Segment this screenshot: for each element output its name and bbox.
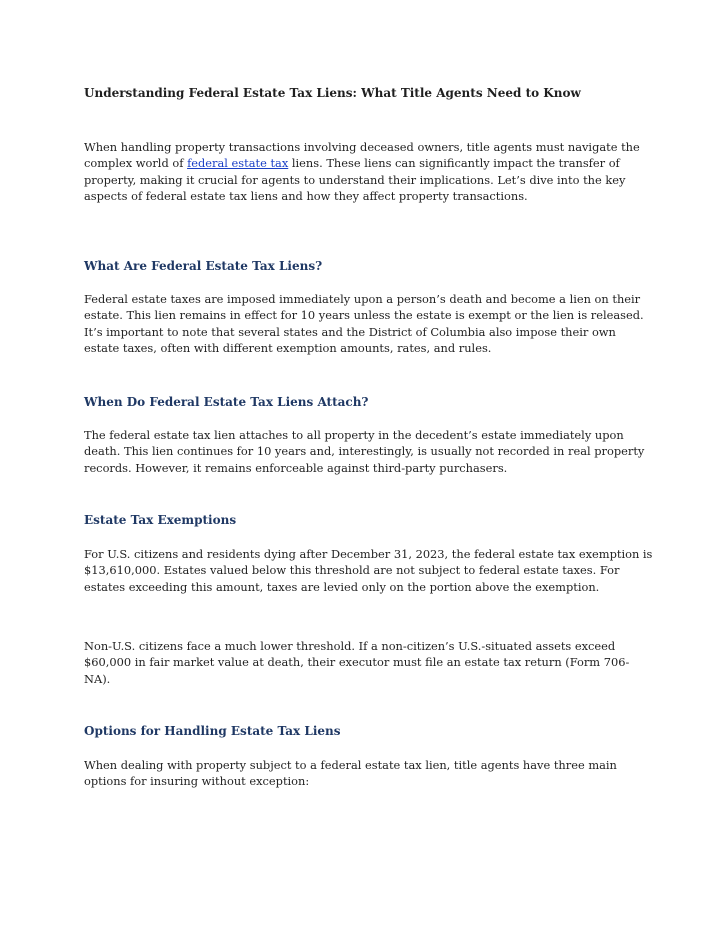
section-heading-what-are-liens: What Are Federal Estate Tax Liens? xyxy=(84,259,323,273)
intro-text-after-link: liens. These liens can significantly impact the transfer of property, making it crucial for agents to understand their implications. Let’s dive into the key aspects of federal estate tax liens and how they affect property transactions. xyxy=(84,156,626,203)
intro-text-before-link: When handling property transactions involving deceased owners, title agents must navigate the complex world of xyxy=(84,140,640,171)
section-paragraph-exemptions-non-citizens: Non-U.S. citizens face a much lower threshold. If a non-citizen’s U.S.-situated assets exceed $60,000 in fair market value at death, their executor must file an estate tax return (Form 706-NA). xyxy=(84,639,630,686)
document-title: Understanding Federal Estate Tax Liens: What Title Agents Need to Know xyxy=(84,86,581,100)
section-paragraph-options: When dealing with property subject to a federal estate tax lien, title agents have three main options for insuring without exception: xyxy=(84,758,617,789)
section-heading-exemptions: Estate Tax Exemptions xyxy=(84,513,237,527)
section-heading-options: Options for Handling Estate Tax Liens xyxy=(84,724,341,738)
section-paragraph-what-are-liens: Federal estate taxes are imposed immediately upon a person’s death and become a lien on their estate. This lien remains in effect for 10 years unless the estate is exempt or the lien is released. It’s important to note that several states and the District of Columbia also impose their own estate taxes, often with different exemption amounts, rates, and rules. xyxy=(84,292,644,355)
intro-paragraph xyxy=(84,139,654,204)
section-heading-when-liens-attach: When Do Federal Estate Tax Liens Attach? xyxy=(84,395,369,409)
federal-estate-tax-link[interactable]: federal estate tax xyxy=(187,156,289,171)
section-paragraph-when-liens-attach: The federal estate tax lien attaches to all property in the decedent’s estate immediately upon death. This lien continues for 10 years and, interestingly, is usually not recorded in real property records. However, it remains enforceable against third-party purchasers. xyxy=(84,428,645,475)
section-paragraph-exemptions-citizens: For U.S. citizens and residents dying after December 31, 2023, the federal estate tax exemption is $13,610,000. Estates valued below this threshold are not subject to federal estate taxes. For estates exceeding this amount, taxes are levied only on the portion above the exemption. xyxy=(84,547,653,594)
